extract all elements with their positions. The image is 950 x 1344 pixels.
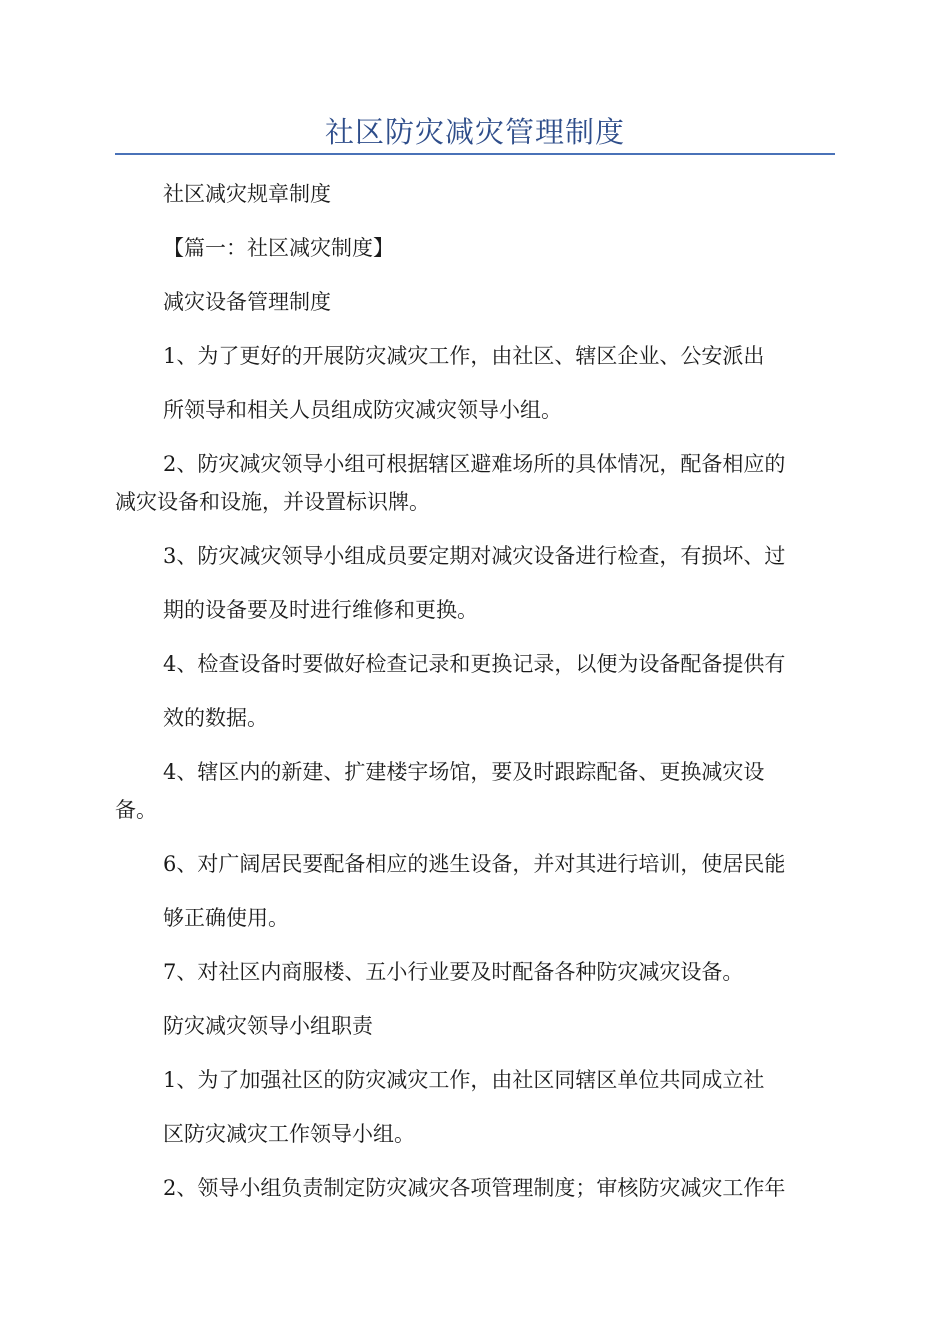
paragraph-line: 4、检查设备时要做好检查记录和更换记录，以便为设备配备提供有 xyxy=(163,652,786,676)
paragraph-line: 效的数据。 xyxy=(163,706,268,730)
subsection-heading: 减灾设备管理制度 xyxy=(163,290,331,314)
paragraph-line: 1、为了加强社区的防灾减灾工作，由社区同辖区单位共同成立社 xyxy=(163,1068,765,1092)
paragraph-line: 够正确使用。 xyxy=(163,906,289,930)
paragraph-line: 减灾设备和设施，并设置标识牌。 xyxy=(115,490,430,514)
paragraph-line: 社区减灾规章制度 xyxy=(163,182,331,206)
document-title: 社区防灾减灾管理制度 xyxy=(324,115,625,149)
paragraph-line: 7、对社区内商服楼、五小行业要及时配备各种防灾减灾设备。 xyxy=(163,960,744,984)
title-underline xyxy=(115,153,835,155)
subsection-heading: 防灾减灾领导小组职责 xyxy=(163,1014,373,1038)
paragraph-line: 1、为了更好的开展防灾减灾工作，由社区、辖区企业、公安派出 xyxy=(163,344,765,368)
paragraph-line: 备。 xyxy=(115,798,157,822)
section-heading: 【篇一：社区减灾制度】 xyxy=(163,236,394,260)
paragraph-line: 期的设备要及时进行维修和更换。 xyxy=(163,598,478,622)
paragraph-line: 2、领导小组负责制定防灾减灾各项管理制度；审核防灾减灾工作年 xyxy=(163,1176,786,1200)
paragraph-line: 区防灾减灾工作领导小组。 xyxy=(163,1122,415,1146)
paragraph-line: 6、对广阔居民要配备相应的逃生设备，并对其进行培训，使居民能 xyxy=(163,852,786,876)
paragraph-line: 2、防灾减灾领导小组可根据辖区避难场所的具体情况，配备相应的 xyxy=(163,452,786,476)
paragraph-line: 所领导和相关人员组成防灾减灾领导小组。 xyxy=(163,398,562,422)
paragraph-line: 4、辖区内的新建、扩建楼宇场馆，要及时跟踪配备、更换减灾设 xyxy=(163,760,765,784)
paragraph-line: 3、防灾减灾领导小组成员要定期对减灾设备进行检查，有损坏、过 xyxy=(163,544,786,568)
